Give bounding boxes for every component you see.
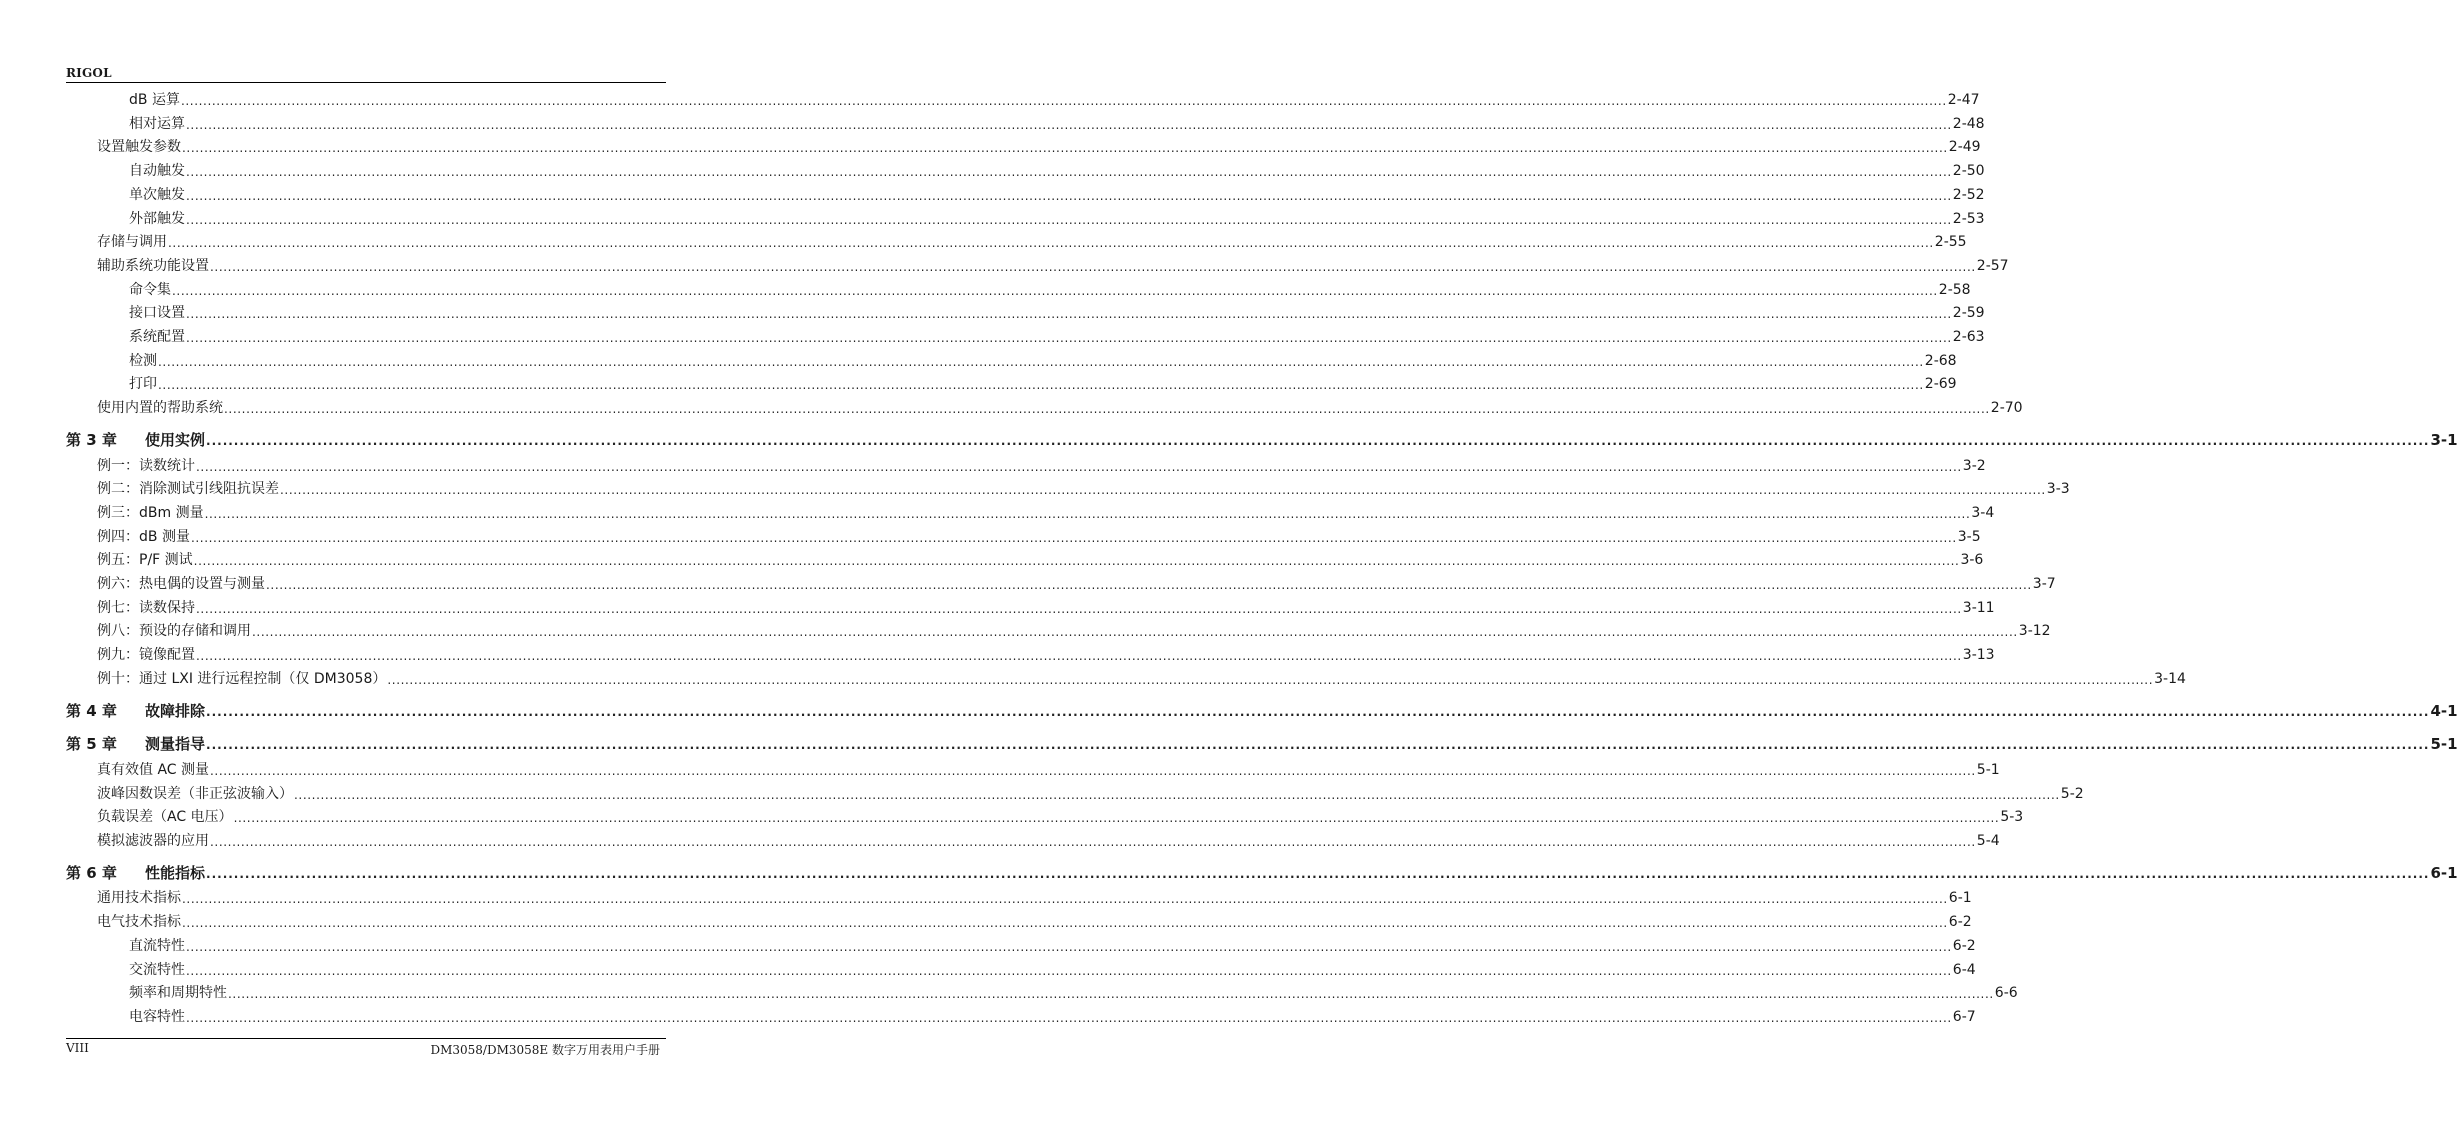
toc-leader-dots: ................................................................................................................................................................................................................................................................................................................................................................................................................ (193, 554, 1960, 569)
toc-entry-title: 电气技术指标 (97, 914, 181, 931)
toc-chapter-number: 第 5 章 (66, 735, 117, 754)
toc-page-number: 2-55 (1934, 234, 1967, 251)
toc-page-number: 2-53 (1952, 210, 1985, 227)
toc-leader-dots: ................................................................................................................................................................................................................................................................................................................................................................................................................ (182, 916, 1948, 931)
toc-entry[interactable] (66, 884, 1972, 907)
toc-page-number: 5-2 (2060, 785, 2084, 802)
toc-page-number: 2-69 (1924, 376, 1957, 393)
toc-leader-dots: ................................................................................................................................................................................................................................................................................................................................................................................................................ (186, 1010, 1952, 1025)
toc-leader-dots: ................................................................................................................................................................................................................................................................................................................................................................................................................ (186, 188, 1952, 203)
toc-entry-title: 直流特性 (129, 937, 185, 954)
toc-leader-dots: ................................................................................................................................................................................................................................................................................................................................................................................................................ (266, 578, 2032, 592)
toc-entry-title: 电容特性 (129, 1008, 185, 1025)
toc-page-number: 3-7 (2032, 576, 2056, 592)
toc-leader-dots: ................................................................................................................................................................................................................................................................................................................................................................................................................ (206, 738, 2430, 753)
toc-entry[interactable] (66, 323, 1985, 345)
toc-leader-dots: ................................................................................................................................................................................................................................................................................................................................................................................................................ (210, 835, 1976, 849)
toc-entry-title: 例五：P/F 测试 (97, 552, 193, 569)
toc-entry-title (66, 703, 205, 719)
toc-leader-dots: ................................................................................................................................................................................................................................................................................................................................................................................................................ (196, 601, 1962, 616)
toc-chapter-entry[interactable] (66, 426, 2458, 449)
toc-entry-title: 单次触发 (129, 186, 185, 203)
toc-page-number: 6-7 (1952, 1008, 1976, 1025)
toc-chapter-number: 第 3 章 (66, 430, 117, 449)
toc-entry[interactable] (66, 110, 1985, 132)
toc-chapter-number: 第 4 章 (66, 701, 117, 720)
toc-entry[interactable] (66, 499, 1995, 521)
toc-page-number: 5-4 (1976, 833, 2000, 849)
toc-leader-dots: ................................................................................................................................................................................................................................................................................................................................................................................................................ (186, 963, 1952, 978)
toc-page-number: 2-50 (1952, 163, 1985, 180)
toc-leader-dots: ................................................................................................................................................................................................................................................................................................................................................................................................................ (387, 672, 2154, 687)
toc-entry-title (66, 736, 205, 752)
toc-page-number: 5-1 (1976, 761, 2000, 778)
toc-entry[interactable] (66, 979, 2018, 1002)
toc-page-number: 3-14 (2154, 670, 2186, 687)
toc-page-number: 6-2 (1952, 937, 1976, 954)
toc-entry-title: 例七：读数保持 (97, 599, 195, 616)
toc-page-number: 2-48 (1952, 115, 1985, 132)
toc-page-number: 6-1 (1948, 890, 1972, 907)
toc-entry-title: dB 运算 (129, 92, 180, 108)
toc-entry-title (66, 432, 205, 448)
toc-leader-dots: ................................................................................................................................................................................................................................................................................................................................................................................................................ (186, 331, 1952, 345)
page-header (66, 66, 666, 83)
toc-entry[interactable] (66, 665, 2186, 687)
toc-page-number: 3-6 (1960, 552, 1984, 569)
toc-page-number: 2-59 (1952, 305, 1985, 322)
toc-leader-dots: ................................................................................................................................................................................................................................................................................................................................................................................................................ (294, 787, 2060, 802)
toc-entry[interactable] (66, 252, 2009, 274)
toc-page-number: 6-2 (1948, 914, 1972, 931)
toc-leader-dots: ................................................................................................................................................................................................................................................................................................................................................................................................................ (158, 378, 1924, 393)
toc-entry[interactable] (66, 1003, 1976, 1025)
toc-entry[interactable] (66, 475, 2070, 498)
toc-leader-dots: ................................................................................................................................................................................................................................................................................................................................................................................................................ (206, 704, 2430, 719)
toc-entry-title: 外部触发 (129, 210, 185, 227)
toc-entry[interactable] (66, 228, 1967, 251)
toc-leader-dots: ................................................................................................................................................................................................................................................................................................................................................................................................................ (172, 283, 1938, 298)
toc-entry[interactable] (66, 394, 2023, 417)
toc-entry[interactable] (66, 157, 1985, 180)
toc-page-number: 2-57 (1976, 257, 2009, 274)
toc-entry-title: 负载误差（AC 电压） (97, 809, 233, 826)
toc-leader-dots: ................................................................................................................................................................................................................................................................................................................................................................................................................ (206, 433, 2430, 448)
toc-page-number: 5-1 (2430, 735, 2458, 754)
toc-chapter-title: 测量指导 (145, 735, 206, 754)
toc-chapter-title: 性能指标 (145, 863, 206, 882)
toc-leader-dots: ................................................................................................................................................................................................................................................................................................................................................................................................................ (228, 987, 1994, 1002)
toc-entry-title: 例六：热电偶的设置与测量 (97, 576, 265, 592)
toc-entry[interactable] (66, 956, 1976, 978)
toc-page-number: 3-2 (1962, 457, 1986, 474)
toc-page-number: 4-1 (2430, 701, 2458, 720)
toc-chapter-entry[interactable] (66, 859, 2458, 882)
toc-entry-title: 例三：dBm 测量 (97, 504, 204, 521)
toc-page-number: 6-6 (1994, 985, 2018, 1002)
toc-entry-title (66, 865, 205, 881)
toc-page-number: 2-47 (1947, 92, 1980, 108)
toc-leader-dots: ................................................................................................................................................................................................................................................................................................................................................................................................................ (158, 354, 1924, 369)
toc-entry[interactable] (66, 570, 2056, 592)
toc-entry[interactable] (66, 546, 1984, 569)
manual-title: DM3058/DM3058E 数字万用表用户手册 (430, 1043, 660, 1057)
toc-chapter-entry[interactable] (66, 730, 2458, 754)
toc-entry-title: 例十：通过 LXI 进行远程控制（仅 DM3058） (97, 670, 387, 687)
toc-entry[interactable] (66, 133, 1981, 156)
toc-leader-dots: ................................................................................................................................................................................................................................................................................................................................................................................................................ (210, 763, 1976, 778)
toc-leader-dots: ................................................................................................................................................................................................................................................................................................................................................................................................................ (186, 117, 1952, 132)
toc-leader-dots: ................................................................................................................................................................................................................................................................................................................................................................................................................ (224, 402, 1990, 417)
toc-entry[interactable] (66, 452, 1986, 474)
toc-entry[interactable] (66, 780, 2084, 802)
toc-entry[interactable] (66, 617, 2051, 640)
toc-entry[interactable] (66, 756, 2000, 778)
toc-chapter-number: 第 6 章 (66, 863, 117, 882)
toc-entry-title: 波峰因数误差（非正弦波输入） (97, 785, 293, 802)
toc-entry[interactable] (66, 299, 1985, 322)
toc-entry[interactable] (66, 347, 1957, 369)
toc-leader-dots: ................................................................................................................................................................................................................................................................................................................................................................................................................ (196, 649, 1962, 664)
toc-leader-dots: ................................................................................................................................................................................................................................................................................................................................................................................................................ (204, 506, 1971, 521)
toc-leader-dots: ................................................................................................................................................................................................................................................................................................................................................................................................................ (168, 236, 1934, 251)
toc-entry-title: 检测 (129, 352, 157, 369)
toc-leader-dots: ................................................................................................................................................................................................................................................................................................................................................................................................................ (186, 212, 1952, 227)
toc-entry-title: 接口设置 (129, 305, 185, 322)
toc-entry-title: 系统配置 (129, 329, 185, 345)
toc-entry-title: 例四：dB 测量 (97, 528, 190, 545)
toc-leader-dots: ................................................................................................................................................................................................................................................................................................................................................................................................................ (280, 483, 2046, 498)
toc-leader-dots: ................................................................................................................................................................................................................................................................................................................................................................................................................ (186, 307, 1952, 322)
toc-entry[interactable] (66, 86, 1980, 108)
toc-page-number: 3-12 (2018, 623, 2051, 640)
toc-entry[interactable] (66, 205, 1985, 227)
toc-entry-title: 例九：镜像配置 (97, 647, 195, 664)
toc-page-number: 2-52 (1952, 186, 1985, 203)
toc-entry[interactable] (66, 594, 1995, 616)
toc-leader-dots: ................................................................................................................................................................................................................................................................................................................................................................................................................ (196, 459, 1962, 474)
toc-entry-title: 相对运算 (129, 115, 185, 132)
toc-entry-title: 命令集 (129, 281, 171, 298)
toc-entry[interactable] (66, 641, 1995, 664)
toc-entry-title: 交流特性 (129, 961, 185, 978)
page-footer (66, 1038, 666, 1059)
toc-page-number: 2-68 (1924, 352, 1957, 369)
toc-entry-title: 通用技术指标 (97, 890, 181, 907)
toc-leader-dots: ................................................................................................................................................................................................................................................................................................................................................................................................................ (180, 94, 1947, 108)
toc-entry-title: 使用内置的帮助系统 (97, 400, 223, 417)
toc-entry[interactable] (66, 370, 1957, 393)
toc-page-number: 2-58 (1938, 281, 1971, 298)
toc-entry-title: 真有效值 AC 测量 (97, 761, 210, 778)
toc-entry[interactable] (66, 827, 2000, 849)
toc-entry[interactable] (66, 803, 2024, 826)
toc-chapter-entry[interactable] (66, 697, 2458, 720)
toc-page-number: 6-1 (2430, 863, 2458, 882)
toc-page-number: 3-3 (2046, 481, 2070, 498)
toc-page-number: 2-63 (1952, 329, 1985, 345)
toc-page-number: 6-4 (1952, 961, 1976, 978)
toc-page-number: 5-3 (2000, 809, 2024, 826)
toc-entry[interactable] (66, 523, 1981, 545)
toc-entry-title: 例一：读数统计 (97, 457, 195, 474)
toc-leader-dots: ................................................................................................................................................................................................................................................................................................................................................................................................................ (210, 259, 1976, 274)
toc-leader-dots: ................................................................................................................................................................................................................................................................................................................................................................................................................ (182, 892, 1948, 907)
toc-entry-title: 设置触发参数 (97, 139, 181, 156)
toc-leader-dots: ................................................................................................................................................................................................................................................................................................................................................................................................................ (206, 866, 2430, 881)
toc-leader-dots: ................................................................................................................................................................................................................................................................................................................................................................................................................ (186, 165, 1952, 180)
toc-page-number: 2-70 (1990, 400, 2023, 417)
toc-leader-dots: ................................................................................................................................................................................................................................................................................................................................................................................................................ (233, 811, 2000, 826)
toc-entry-title: 例二：消除测试引线阻抗误差 (97, 481, 279, 498)
toc-entry-title: 自动触发 (129, 163, 185, 180)
toc-page-number: 3-5 (1957, 528, 1981, 545)
toc-entry-title: 存储与调用 (97, 234, 167, 251)
toc-leader-dots: ................................................................................................................................................................................................................................................................................................................................................................................................................ (252, 625, 2018, 640)
toc-page-number: 3-4 (1971, 504, 1995, 521)
toc-leader-dots: ................................................................................................................................................................................................................................................................................................................................................................................................................ (190, 530, 1957, 545)
brand-logo: RIGOL (66, 66, 112, 80)
toc-leader-dots: ................................................................................................................................................................................................................................................................................................................................................................................................................ (182, 141, 1948, 156)
page-number: VIII (66, 1041, 89, 1055)
toc-page-number: 3-1 (2430, 430, 2458, 449)
toc-entry[interactable] (66, 276, 1971, 298)
toc-entry-title: 辅助系统功能设置 (97, 257, 209, 274)
toc-chapter-title: 使用实例 (145, 430, 206, 449)
toc-entry-title: 例八：预设的存储和调用 (97, 623, 251, 640)
toc-entry[interactable] (66, 181, 1985, 203)
toc-chapter-title: 故障排除 (145, 701, 206, 720)
toc-entry[interactable] (66, 908, 1972, 931)
toc-page-number: 3-13 (1962, 647, 1995, 664)
toc-leader-dots: ................................................................................................................................................................................................................................................................................................................................................................................................................ (186, 939, 1952, 954)
toc-page-number: 2-49 (1948, 139, 1981, 156)
toc-entry-title: 模拟滤波器的应用 (97, 833, 209, 849)
toc-entry[interactable] (66, 932, 1976, 954)
toc-page-number: 3-11 (1962, 599, 1995, 616)
toc-entry-title: 频率和周期特性 (129, 985, 227, 1002)
toc-entry-title: 打印 (129, 376, 157, 393)
